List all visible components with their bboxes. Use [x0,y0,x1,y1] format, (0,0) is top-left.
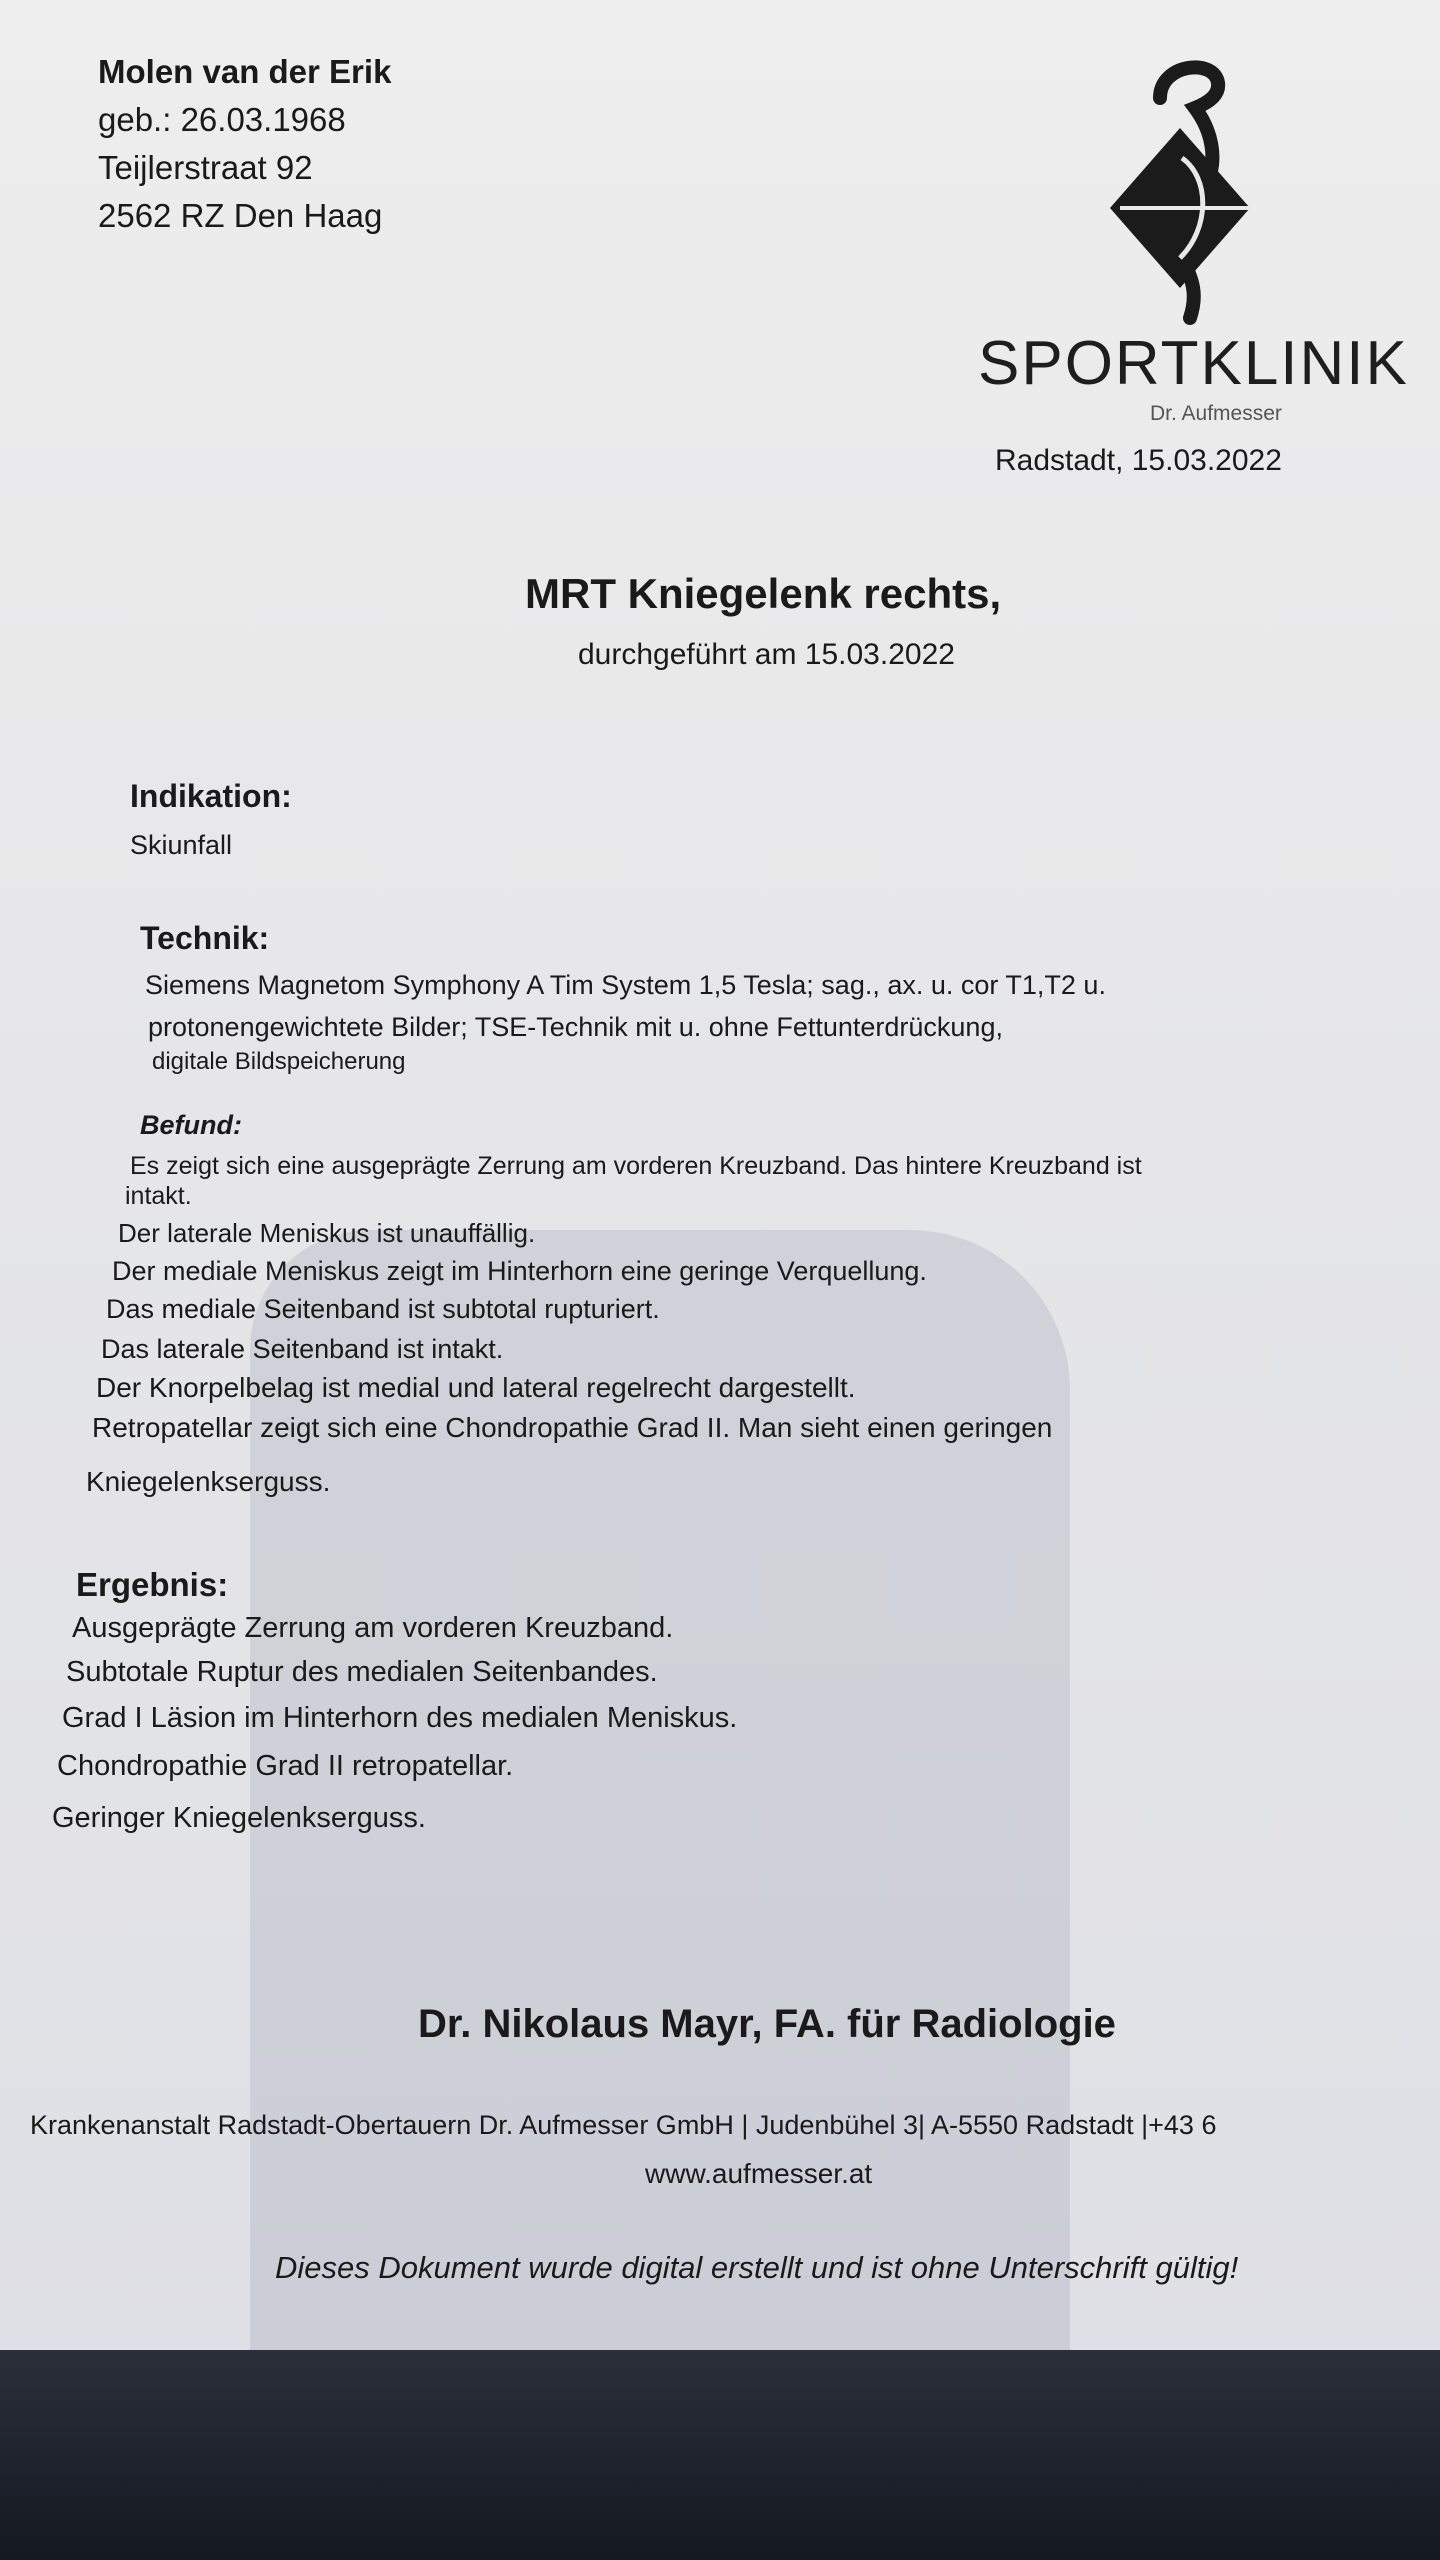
signature-line: Dr. Nikolaus Mayr, FA. für Radiologie [418,2002,1116,2046]
technik-line: protonengewichtete Bilder; TSE-Technik mit u. ohne Fettunterdrückung, [148,1012,1003,1042]
report-title: MRT Kniegelenk rechts, [525,570,1002,617]
befund-line: Der Knorpelbelag ist medial und lateral regelrecht dargestellt. [96,1372,856,1403]
patient-birthdate: geb.: 26.03.1968 [98,101,346,138]
ergebnis-line: Chondropathie Grad II retropatellar. [57,1750,514,1782]
footer-address: Krankenanstalt Radstadt-Obertauern Dr. Aufmesser GmbH | Judenbühel 3| A-5550 Radstadt |+43 6 [30,2110,1217,2140]
ergebnis-line: Ausgeprägte Zerrung am vorderen Kreuzband. [72,1612,674,1644]
indikation-heading: Indikation: [130,778,292,814]
clinic-subname: Dr. Aufmesser [1150,402,1282,425]
clinic-brand: SPORTKLINIK [978,329,1409,398]
befund-line: Es zeigt sich eine ausgeprägte Zerrung am vorderen Kreuzband. Das hintere Kreuzband ist [130,1152,1142,1180]
technik-line: digitale Bildspeicherung [152,1048,406,1075]
place-date: Radstadt, 15.03.2022 [995,444,1282,477]
background-fabric [0,2350,1440,2560]
ergebnis-line: Subtotale Ruptur des medialen Seitenbandes. [66,1656,658,1688]
befund-line: Kniegelenkserguss. [86,1466,331,1497]
befund-heading: Befund: [140,1110,242,1140]
footer-website: www.aufmesser.at [645,2158,873,2189]
befund-line: intakt. [125,1182,192,1210]
befund-line: Retropatellar zeigt sich eine Chondropathie Grad II. Man sieht einen geringen [92,1412,1053,1443]
patient-address [98,48,391,240]
ergebnis-line: Geringer Kniegelenkserguss. [52,1802,426,1834]
patient-street: Teijlerstraat 92 [98,149,313,186]
befund-line: Der mediale Meniskus zeigt im Hinterhorn eine geringe Verquellung. [112,1256,927,1286]
patient-name: Molen van der Erik [98,53,392,90]
befund-line: Das mediale Seitenband ist subtotal rupturiert. [106,1294,660,1324]
technik-line: Siemens Magnetom Symphony A Tim System 1,5 Tesla; sag., ax. u. cor T1,T2 u. [145,970,1106,1000]
befund-line: Der laterale Meniskus ist unauffällig. [118,1218,536,1248]
technik-heading: Technik: [140,920,270,956]
digital-note: Dieses Dokument wurde digital erstellt und ist ohne Unterschrift gültig! [275,2250,1239,2285]
ergebnis-heading: Ergebnis: [76,1566,229,1603]
patient-city: 2562 RZ Den Haag [98,197,383,234]
sportklinik-logo-icon [1100,58,1260,333]
ergebnis-line: Grad I Läsion im Hinterhorn des medialen Meniskus. [62,1702,738,1734]
report-subtitle: durchgeführt am 15.03.2022 [578,638,955,671]
indikation-text: Skiunfall [130,830,233,860]
befund-line: Das laterale Seitenband ist intakt. [101,1334,504,1364]
